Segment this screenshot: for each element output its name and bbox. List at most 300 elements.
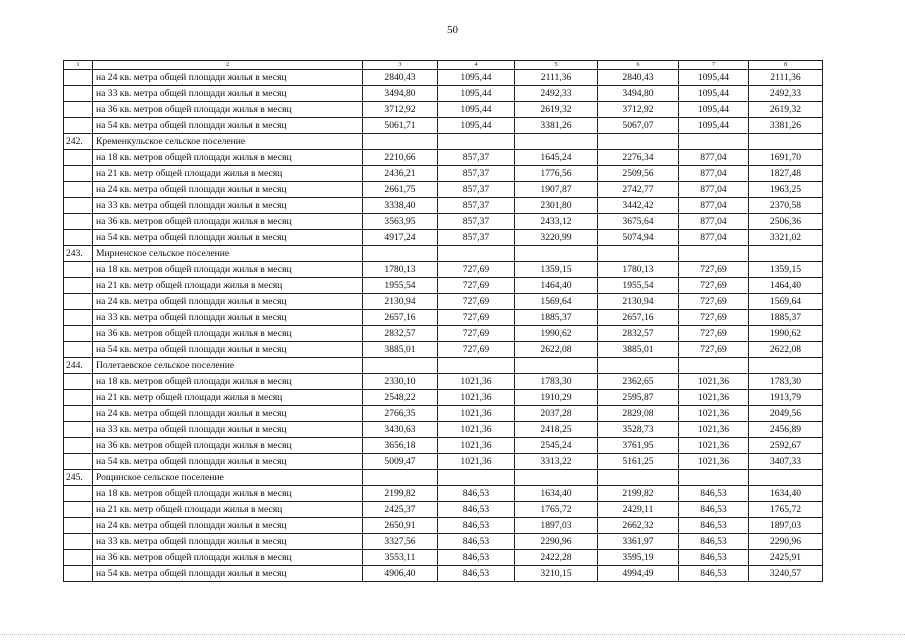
value-cell: 1021,36 bbox=[438, 454, 515, 470]
value-cell: 1021,36 bbox=[438, 438, 515, 454]
value-cell: 857,37 bbox=[438, 198, 515, 214]
row-number-cell bbox=[64, 502, 93, 518]
empty-cell bbox=[679, 246, 749, 262]
value-cell: 3528,73 bbox=[598, 422, 679, 438]
row-number-cell bbox=[64, 278, 93, 294]
row-label: на 24 кв. метра общей площади жилья в месяц bbox=[93, 518, 363, 534]
row-number-cell bbox=[64, 118, 93, 134]
column-header: 5 bbox=[515, 61, 598, 70]
value-cell: 2545,24 bbox=[515, 438, 598, 454]
value-cell: 1907,87 bbox=[515, 182, 598, 198]
value-cell: 3361,97 bbox=[598, 534, 679, 550]
row-label: на 36 кв. метров общей площади жилья в месяц bbox=[93, 102, 363, 118]
value-cell: 727,69 bbox=[438, 278, 515, 294]
row-number-cell bbox=[64, 150, 93, 166]
row-label: на 21 кв. метр общей площади жилья в месяц bbox=[93, 502, 363, 518]
row-number-cell bbox=[64, 390, 93, 406]
value-cell: 2492,33 bbox=[515, 86, 598, 102]
value-cell: 1990,62 bbox=[515, 326, 598, 342]
value-cell: 1095,44 bbox=[679, 118, 749, 134]
value-cell: 2619,32 bbox=[515, 102, 598, 118]
value-cell: 2425,37 bbox=[363, 502, 438, 518]
value-cell: 727,69 bbox=[438, 262, 515, 278]
value-cell: 727,69 bbox=[438, 342, 515, 358]
value-cell: 1021,36 bbox=[438, 390, 515, 406]
row-label: на 33 кв. метра общей площади жилья в месяц bbox=[93, 422, 363, 438]
row-number-cell bbox=[64, 230, 93, 246]
value-cell: 1021,36 bbox=[679, 390, 749, 406]
value-cell: 877,04 bbox=[679, 166, 749, 182]
value-cell: 846,53 bbox=[438, 518, 515, 534]
value-cell: 2199,82 bbox=[363, 486, 438, 502]
value-cell: 857,37 bbox=[438, 150, 515, 166]
value-cell: 1634,40 bbox=[515, 486, 598, 502]
table-row bbox=[64, 310, 823, 326]
value-cell: 1634,40 bbox=[749, 486, 823, 502]
column-header: 8 bbox=[749, 61, 823, 70]
row-number-cell bbox=[64, 550, 93, 566]
row-label: на 36 кв. метров общей площади жилья в месяц bbox=[93, 214, 363, 230]
value-cell: 1765,72 bbox=[749, 502, 823, 518]
empty-cell bbox=[515, 134, 598, 150]
value-cell: 3595,19 bbox=[598, 550, 679, 566]
value-cell: 1691,70 bbox=[749, 150, 823, 166]
row-label: на 36 кв. метров общей площади жилья в месяц bbox=[93, 326, 363, 342]
value-cell: 1827,48 bbox=[749, 166, 823, 182]
section-row bbox=[64, 470, 823, 486]
table-row bbox=[64, 390, 823, 406]
value-cell: 1021,36 bbox=[679, 374, 749, 390]
value-cell: 857,37 bbox=[438, 166, 515, 182]
row-number-cell bbox=[64, 166, 93, 182]
table-row bbox=[64, 566, 823, 582]
table-row bbox=[64, 534, 823, 550]
row-label: на 36 кв. метров общей площади жилья в месяц bbox=[93, 438, 363, 454]
empty-cell bbox=[598, 470, 679, 486]
empty-cell bbox=[749, 134, 823, 150]
table-row bbox=[64, 438, 823, 454]
row-label: на 33 кв. метра общей площади жилья в месяц bbox=[93, 198, 363, 214]
value-cell: 1021,36 bbox=[438, 374, 515, 390]
empty-cell bbox=[438, 358, 515, 374]
row-label: на 21 кв. метр общей площади жилья в месяц bbox=[93, 278, 363, 294]
empty-cell bbox=[679, 134, 749, 150]
value-cell: 1095,44 bbox=[679, 70, 749, 86]
value-cell: 1910,29 bbox=[515, 390, 598, 406]
value-cell: 1897,03 bbox=[749, 518, 823, 534]
value-cell: 1464,40 bbox=[515, 278, 598, 294]
table-row bbox=[64, 230, 823, 246]
value-cell: 2840,43 bbox=[363, 70, 438, 86]
value-cell: 2429,11 bbox=[598, 502, 679, 518]
section-title: Мирненское сельское поселение bbox=[93, 246, 363, 262]
value-cell: 1095,44 bbox=[438, 118, 515, 134]
value-cell: 3494,80 bbox=[598, 86, 679, 102]
empty-cell bbox=[363, 358, 438, 374]
empty-cell bbox=[749, 358, 823, 374]
value-cell: 2111,36 bbox=[515, 70, 598, 86]
value-cell: 1095,44 bbox=[438, 86, 515, 102]
value-cell: 5009,47 bbox=[363, 454, 438, 470]
value-cell: 1359,15 bbox=[749, 262, 823, 278]
value-cell: 3321,02 bbox=[749, 230, 823, 246]
value-cell: 846,53 bbox=[679, 550, 749, 566]
value-cell: 846,53 bbox=[438, 502, 515, 518]
value-cell: 846,53 bbox=[679, 502, 749, 518]
empty-cell bbox=[749, 246, 823, 262]
table-row bbox=[64, 326, 823, 342]
value-cell: 2130,94 bbox=[363, 294, 438, 310]
section-title: Кременкульское сельское поселение bbox=[93, 134, 363, 150]
empty-cell bbox=[749, 470, 823, 486]
table-row bbox=[64, 102, 823, 118]
value-cell: 4917,24 bbox=[363, 230, 438, 246]
value-cell: 3442,42 bbox=[598, 198, 679, 214]
value-cell: 3240,57 bbox=[749, 566, 823, 582]
value-cell: 2657,16 bbox=[363, 310, 438, 326]
value-cell: 727,69 bbox=[679, 310, 749, 326]
row-number-cell bbox=[64, 294, 93, 310]
value-cell: 1021,36 bbox=[679, 438, 749, 454]
row-label: на 54 кв. метра общей площади жилья в месяц bbox=[93, 230, 363, 246]
row-label: на 24 кв. метра общей площади жилья в месяц bbox=[93, 70, 363, 86]
value-cell: 2422,28 bbox=[515, 550, 598, 566]
table-row bbox=[64, 342, 823, 358]
empty-cell bbox=[363, 246, 438, 262]
row-number-cell bbox=[64, 198, 93, 214]
value-cell: 1569,64 bbox=[515, 294, 598, 310]
value-cell: 1955,54 bbox=[598, 278, 679, 294]
value-cell: 3885,01 bbox=[363, 342, 438, 358]
value-cell: 2506,36 bbox=[749, 214, 823, 230]
table-row bbox=[64, 278, 823, 294]
value-cell: 1783,30 bbox=[749, 374, 823, 390]
value-cell: 2657,16 bbox=[598, 310, 679, 326]
value-cell: 5161,25 bbox=[598, 454, 679, 470]
empty-cell bbox=[363, 470, 438, 486]
table-row bbox=[64, 518, 823, 534]
row-label: на 24 кв. метра общей площади жилья в месяц bbox=[93, 406, 363, 422]
value-cell: 3761,95 bbox=[598, 438, 679, 454]
value-cell: 1645,24 bbox=[515, 150, 598, 166]
value-cell: 1095,44 bbox=[438, 102, 515, 118]
value-cell: 2418,25 bbox=[515, 422, 598, 438]
value-cell: 3338,40 bbox=[363, 198, 438, 214]
row-number-cell bbox=[64, 566, 93, 582]
value-cell: 3553,11 bbox=[363, 550, 438, 566]
value-cell: 2829,08 bbox=[598, 406, 679, 422]
table-row bbox=[64, 454, 823, 470]
table-row bbox=[64, 198, 823, 214]
value-cell: 1885,37 bbox=[515, 310, 598, 326]
empty-cell bbox=[515, 358, 598, 374]
value-cell: 727,69 bbox=[679, 326, 749, 342]
value-cell: 3885,01 bbox=[598, 342, 679, 358]
value-cell: 1095,44 bbox=[679, 86, 749, 102]
value-cell: 1464,40 bbox=[749, 278, 823, 294]
value-cell: 727,69 bbox=[679, 262, 749, 278]
value-cell: 4994,49 bbox=[598, 566, 679, 582]
empty-cell bbox=[598, 246, 679, 262]
section-number: 244. bbox=[64, 358, 93, 374]
value-cell: 877,04 bbox=[679, 198, 749, 214]
value-cell: 2619,32 bbox=[749, 102, 823, 118]
value-cell: 2425,91 bbox=[749, 550, 823, 566]
row-number-cell bbox=[64, 214, 93, 230]
row-number-cell bbox=[64, 406, 93, 422]
table-row bbox=[64, 374, 823, 390]
value-cell: 2330,10 bbox=[363, 374, 438, 390]
value-cell: 3313,22 bbox=[515, 454, 598, 470]
row-label: на 18 кв. метров общей площади жилья в месяц bbox=[93, 374, 363, 390]
value-cell: 857,37 bbox=[438, 230, 515, 246]
value-cell: 2661,75 bbox=[363, 182, 438, 198]
value-cell: 2130,94 bbox=[598, 294, 679, 310]
value-cell: 1021,36 bbox=[438, 422, 515, 438]
row-number-cell bbox=[64, 182, 93, 198]
table-row bbox=[64, 70, 823, 86]
value-cell: 1021,36 bbox=[679, 422, 749, 438]
value-cell: 3656,18 bbox=[363, 438, 438, 454]
value-cell: 1095,44 bbox=[438, 70, 515, 86]
value-cell: 1955,54 bbox=[363, 278, 438, 294]
value-cell: 2199,82 bbox=[598, 486, 679, 502]
row-label: на 33 кв. метра общей площади жилья в месяц bbox=[93, 534, 363, 550]
empty-cell bbox=[515, 470, 598, 486]
section-row bbox=[64, 358, 823, 374]
row-label: на 21 кв. метр общей площади жилья в месяц bbox=[93, 390, 363, 406]
value-cell: 1765,72 bbox=[515, 502, 598, 518]
value-cell: 3210,15 bbox=[515, 566, 598, 582]
row-number-cell bbox=[64, 438, 93, 454]
value-cell: 2509,56 bbox=[598, 166, 679, 182]
row-number-cell bbox=[64, 326, 93, 342]
row-number-cell bbox=[64, 518, 93, 534]
value-cell: 857,37 bbox=[438, 214, 515, 230]
page-bottom-edge bbox=[0, 634, 905, 635]
value-cell: 1783,30 bbox=[515, 374, 598, 390]
value-cell: 2832,57 bbox=[598, 326, 679, 342]
value-cell: 2111,36 bbox=[749, 70, 823, 86]
value-cell: 2456,89 bbox=[749, 422, 823, 438]
value-cell: 2037,28 bbox=[515, 406, 598, 422]
value-cell: 846,53 bbox=[438, 566, 515, 582]
row-label: на 21 кв. метр общей площади жилья в месяц bbox=[93, 166, 363, 182]
value-cell: 2362,65 bbox=[598, 374, 679, 390]
value-cell: 2433,12 bbox=[515, 214, 598, 230]
value-cell: 1021,36 bbox=[438, 406, 515, 422]
value-cell: 2290,96 bbox=[515, 534, 598, 550]
value-cell: 2301,80 bbox=[515, 198, 598, 214]
row-label: на 33 кв. метра общей площади жилья в месяц bbox=[93, 310, 363, 326]
value-cell: 877,04 bbox=[679, 182, 749, 198]
value-cell: 1897,03 bbox=[515, 518, 598, 534]
value-cell: 2276,34 bbox=[598, 150, 679, 166]
empty-cell bbox=[363, 134, 438, 150]
value-cell: 2742,77 bbox=[598, 182, 679, 198]
value-cell: 846,53 bbox=[679, 566, 749, 582]
value-cell: 3563,95 bbox=[363, 214, 438, 230]
empty-cell bbox=[598, 134, 679, 150]
value-cell: 2290,96 bbox=[749, 534, 823, 550]
value-cell: 3494,80 bbox=[363, 86, 438, 102]
section-title: Полетаевское сельское поселение bbox=[93, 358, 363, 374]
value-cell: 2436,21 bbox=[363, 166, 438, 182]
value-cell: 1021,36 bbox=[679, 406, 749, 422]
empty-cell bbox=[679, 470, 749, 486]
value-cell: 2370,58 bbox=[749, 198, 823, 214]
value-cell: 5067,07 bbox=[598, 118, 679, 134]
value-cell: 1990,62 bbox=[749, 326, 823, 342]
value-cell: 857,37 bbox=[438, 182, 515, 198]
value-cell: 727,69 bbox=[679, 342, 749, 358]
value-cell: 877,04 bbox=[679, 230, 749, 246]
row-number-cell bbox=[64, 102, 93, 118]
value-cell: 1359,15 bbox=[515, 262, 598, 278]
row-number-cell bbox=[64, 422, 93, 438]
value-cell: 2840,43 bbox=[598, 70, 679, 86]
table-row bbox=[64, 214, 823, 230]
value-cell: 2049,56 bbox=[749, 406, 823, 422]
value-cell: 2662,32 bbox=[598, 518, 679, 534]
row-label: на 18 кв. метров общей площади жилья в месяц bbox=[93, 486, 363, 502]
value-cell: 727,69 bbox=[679, 278, 749, 294]
value-cell: 3381,26 bbox=[749, 118, 823, 134]
row-number-cell bbox=[64, 486, 93, 502]
row-number-cell bbox=[64, 70, 93, 86]
table-row bbox=[64, 550, 823, 566]
value-cell: 846,53 bbox=[438, 486, 515, 502]
section-row bbox=[64, 134, 823, 150]
table-row bbox=[64, 422, 823, 438]
column-header: 4 bbox=[438, 61, 515, 70]
value-cell: 4906,40 bbox=[363, 566, 438, 582]
empty-cell bbox=[438, 470, 515, 486]
row-label: на 54 кв. метра общей площади жилья в месяц bbox=[93, 342, 363, 358]
value-cell: 846,53 bbox=[679, 534, 749, 550]
value-cell: 1095,44 bbox=[679, 102, 749, 118]
row-label: на 54 кв. метра общей площади жилья в месяц bbox=[93, 118, 363, 134]
value-cell: 3712,92 bbox=[598, 102, 679, 118]
value-cell: 5074,94 bbox=[598, 230, 679, 246]
value-cell: 1913,79 bbox=[749, 390, 823, 406]
value-cell: 1569,64 bbox=[749, 294, 823, 310]
column-header: 6 bbox=[598, 61, 679, 70]
row-label: на 36 кв. метров общей площади жилья в месяц bbox=[93, 550, 363, 566]
section-number: 245. bbox=[64, 470, 93, 486]
empty-cell bbox=[679, 358, 749, 374]
value-cell: 877,04 bbox=[679, 214, 749, 230]
value-cell: 846,53 bbox=[679, 486, 749, 502]
row-number-cell bbox=[64, 262, 93, 278]
table-row bbox=[64, 486, 823, 502]
value-cell: 727,69 bbox=[679, 294, 749, 310]
row-label: на 18 кв. метров общей площади жилья в месяц bbox=[93, 262, 363, 278]
value-cell: 2650,91 bbox=[363, 518, 438, 534]
column-header: 2 bbox=[93, 61, 363, 70]
row-number-cell bbox=[64, 86, 93, 102]
value-cell: 1021,36 bbox=[679, 454, 749, 470]
table-row bbox=[64, 182, 823, 198]
value-cell: 2622,08 bbox=[749, 342, 823, 358]
value-cell: 1885,37 bbox=[749, 310, 823, 326]
value-cell: 1776,56 bbox=[515, 166, 598, 182]
value-cell: 727,69 bbox=[438, 310, 515, 326]
table-row bbox=[64, 118, 823, 134]
row-number-cell bbox=[64, 454, 93, 470]
value-cell: 3220,99 bbox=[515, 230, 598, 246]
value-cell: 2832,57 bbox=[363, 326, 438, 342]
value-cell: 2492,33 bbox=[749, 86, 823, 102]
table-body bbox=[64, 61, 823, 582]
table-row bbox=[64, 150, 823, 166]
table-row bbox=[64, 502, 823, 518]
column-header: 3 bbox=[363, 61, 438, 70]
column-header: 7 bbox=[679, 61, 749, 70]
row-label: на 54 кв. метра общей площади жилья в месяц bbox=[93, 566, 363, 582]
value-cell: 2622,08 bbox=[515, 342, 598, 358]
value-cell: 3430,63 bbox=[363, 422, 438, 438]
row-label: на 33 кв. метра общей площади жилья в месяц bbox=[93, 86, 363, 102]
value-cell: 1780,13 bbox=[598, 262, 679, 278]
value-cell: 846,53 bbox=[679, 518, 749, 534]
value-cell: 877,04 bbox=[679, 150, 749, 166]
value-cell: 846,53 bbox=[438, 534, 515, 550]
row-number-cell bbox=[64, 342, 93, 358]
value-cell: 3381,26 bbox=[515, 118, 598, 134]
value-cell: 2592,67 bbox=[749, 438, 823, 454]
value-cell: 2595,87 bbox=[598, 390, 679, 406]
value-cell: 3327,56 bbox=[363, 534, 438, 550]
value-cell: 846,53 bbox=[438, 550, 515, 566]
table-row bbox=[64, 294, 823, 310]
empty-cell bbox=[438, 134, 515, 150]
value-cell: 1780,13 bbox=[363, 262, 438, 278]
row-label: на 24 кв. метра общей площади жилья в месяц bbox=[93, 182, 363, 198]
value-cell: 727,69 bbox=[438, 294, 515, 310]
section-number: 243. bbox=[64, 246, 93, 262]
row-label: на 18 кв. метров общей площади жилья в месяц bbox=[93, 150, 363, 166]
page-number: 50 bbox=[447, 24, 458, 36]
value-cell: 3675,64 bbox=[598, 214, 679, 230]
value-cell: 2766,35 bbox=[363, 406, 438, 422]
row-number-cell bbox=[64, 534, 93, 550]
section-number: 242. bbox=[64, 134, 93, 150]
value-cell: 2548,22 bbox=[363, 390, 438, 406]
column-header: 1 bbox=[64, 61, 93, 70]
table-row bbox=[64, 86, 823, 102]
value-cell: 5061,71 bbox=[363, 118, 438, 134]
empty-cell bbox=[438, 246, 515, 262]
row-number-cell bbox=[64, 310, 93, 326]
empty-cell bbox=[515, 246, 598, 262]
section-title: Рощинское сельское поселение bbox=[93, 470, 363, 486]
empty-cell bbox=[598, 358, 679, 374]
row-label: на 54 кв. метра общей площади жилья в месяц bbox=[93, 454, 363, 470]
row-number-cell bbox=[64, 374, 93, 390]
table-row bbox=[64, 262, 823, 278]
row-label: на 24 кв. метра общей площади жилья в месяц bbox=[93, 294, 363, 310]
value-cell: 1963,25 bbox=[749, 182, 823, 198]
value-cell: 2210,66 bbox=[363, 150, 438, 166]
section-row bbox=[64, 246, 823, 262]
value-cell: 3712,92 bbox=[363, 102, 438, 118]
table-row bbox=[64, 406, 823, 422]
tariff-table bbox=[63, 60, 823, 582]
value-cell: 727,69 bbox=[438, 326, 515, 342]
column-number-row bbox=[64, 61, 823, 70]
table-row bbox=[64, 166, 823, 182]
